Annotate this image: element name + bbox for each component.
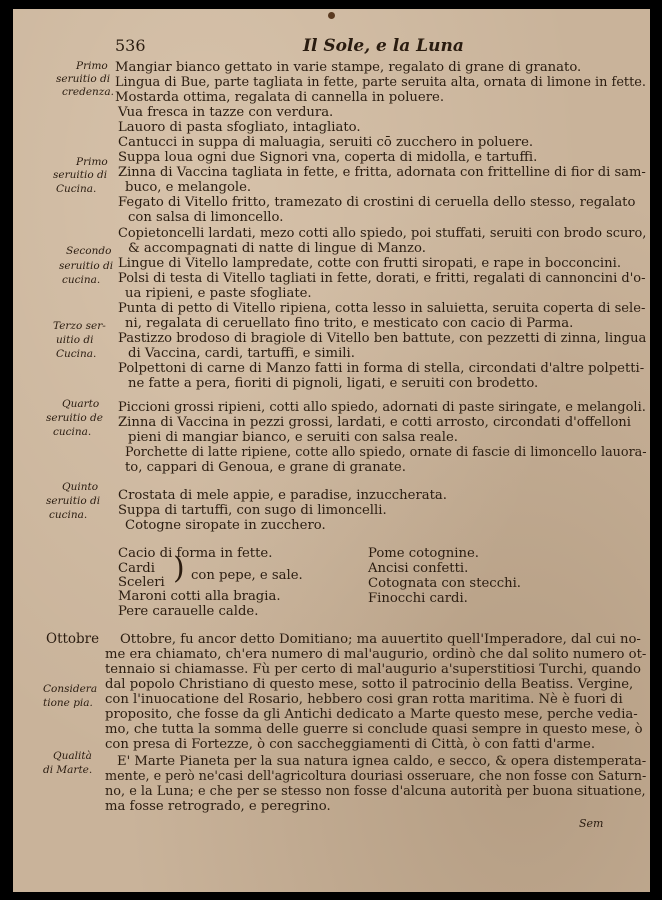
brace-glyph: ) bbox=[173, 551, 185, 586]
margin-note: Primo bbox=[76, 60, 108, 72]
menu-line: Lingue di Vitello lampredate, cotte con frutti siropati, e rape in bocconcini. bbox=[118, 256, 622, 271]
paragraph-line: con presa di Fortezze, ò con saccheggiamenti di Città, ò con fatti d'arme. bbox=[105, 737, 596, 752]
fruit-item: Cacio di forma in fette. bbox=[118, 546, 273, 561]
margin-note: Quinto bbox=[62, 481, 99, 493]
fruit-item: Ancisi confetti. bbox=[368, 561, 469, 576]
menu-line: Vua fresca in tazze con verdura. bbox=[118, 105, 334, 120]
margin-note: Quarto bbox=[62, 398, 100, 410]
menu-line: Suppa loua ogni due Signori vna, coperta di midolla, e tartuffi. bbox=[118, 150, 538, 165]
menu-line: Polpettoni di carne di Manzo fatti in forma di stella, circondati d'altre polpetti- bbox=[118, 361, 645, 376]
margin-note: seruitio di bbox=[46, 495, 101, 507]
paragraph-line: no, e la Luna; e che per se stesso non fosse d'alcuna autorità per buona situatione, bbox=[105, 784, 646, 799]
paragraph-line: E' Marte Pianeta per la sua natura ignea caldo, e secco, & opera distemperata- bbox=[117, 754, 647, 769]
menu-line: pieni di mangiar bianco, e seruiti con salsa reale. bbox=[128, 430, 458, 445]
margin-note-month: Ottobre bbox=[46, 631, 100, 647]
margin-note: credenza. bbox=[62, 86, 114, 98]
menu-line: & accompagnati di natte di lingue di Manzo. bbox=[128, 241, 426, 256]
menu-line: Crostata di mele appie, e paradise, inzuccherata. bbox=[118, 488, 447, 503]
margin-note: Terzo ser- bbox=[53, 320, 106, 332]
fruit-item: Pome cotognine. bbox=[368, 546, 479, 561]
menu-line: Copietoncelli lardati, mezo cotti allo spiedo, poi stuffati, seruiti con brodo scuro, bbox=[118, 226, 647, 241]
margin-note: Qualità bbox=[53, 750, 92, 762]
menu-line: Polsi di testa di Vitello tagliati in fette, dorati, e fritti, regalati di cannoncini d'o- bbox=[118, 271, 646, 286]
paragraph-line: ma fosse retrogrado, e peregrino. bbox=[105, 799, 331, 814]
fruit-item: Finocchi cardi. bbox=[368, 591, 468, 606]
menu-line: Piccioni grossi ripieni, cotti allo spiedo, adornati di paste siringate, e melangoli. bbox=[118, 400, 646, 415]
margin-note: Secondo bbox=[66, 245, 112, 257]
menu-line: Mostarda ottima, regalata di cannella in poluere. bbox=[115, 90, 445, 105]
menu-line: Pastizzo brodoso di bragiole di Vitello ben battute, con pezzetti di zinna, lingua bbox=[118, 331, 647, 346]
paragraph-line: proposito, che fosse da gli Antichi dedicato a Marte questo mese, perche vedia- bbox=[105, 707, 638, 722]
margin-note: uitio di bbox=[56, 334, 94, 346]
margin-note: Cucina. bbox=[56, 183, 97, 195]
menu-line: to, cappari di Genoua, e grane di granate. bbox=[125, 460, 406, 475]
margin-note: tione pia. bbox=[43, 697, 93, 709]
menu-line: Cantucci in suppa di maluagia, seruiti cō zucchero in poluere. bbox=[118, 135, 534, 150]
margin-note: cucina. bbox=[53, 426, 92, 438]
menu-line: Mangiar bianco gettato in varie stampe, regalato di grane di granato. bbox=[115, 60, 582, 75]
fruit-item: Cardi bbox=[118, 561, 155, 576]
margin-note: cucina. bbox=[49, 509, 88, 521]
fruit-item: Maroni cotti alla bragia. bbox=[118, 589, 281, 604]
menu-line: Zinna di Vaccina tagliata in fette, e fritta, adornata con frittelline di fior di sam- bbox=[118, 165, 646, 180]
menu-line: di Vaccina, cardi, tartuffi, e simili. bbox=[128, 346, 355, 361]
running-title: Il Sole, e la Luna bbox=[303, 36, 464, 56]
paragraph-line: tennaio si chiamasse. Fù per certo di mal'augurio a'superstitiosi Turchi, quando bbox=[105, 662, 641, 677]
margin-note: seruitio di bbox=[53, 169, 108, 181]
menu-line: ua ripieni, e paste sfogliate. bbox=[125, 286, 312, 301]
menu-line: Punta di petto di Vitello ripiena, cotta lesso in saluietta, seruita coperta di sele- bbox=[118, 301, 646, 316]
catchword: Sem bbox=[579, 817, 604, 830]
paragraph-line: mente, e però ne'casi dell'agricoltura douriasi osseruare, che non fosse con Saturn- bbox=[105, 769, 647, 784]
margin-note: seruitio de bbox=[46, 412, 103, 424]
menu-line: Lauoro di pasta sfogliato, intagliato. bbox=[118, 120, 361, 135]
margin-note: Considera bbox=[43, 683, 98, 695]
margin-note: cucina. bbox=[62, 274, 101, 286]
fruit-item: Cotognata con stecchi. bbox=[368, 576, 521, 591]
margin-note: Primo bbox=[76, 156, 108, 168]
margin-note: seruitio di bbox=[56, 73, 111, 85]
margin-note: seruitio di bbox=[59, 260, 114, 272]
menu-line: Cotogne siropate in zucchero. bbox=[125, 518, 326, 533]
menu-line: con salsa di limoncello. bbox=[128, 210, 284, 225]
paragraph-line: mo, che tutta la somma delle guerre si conclude quasi sempre in questo mese, ò bbox=[105, 722, 643, 737]
book-page bbox=[13, 9, 650, 892]
fruit-item: Pere carauelle calde. bbox=[118, 604, 259, 619]
fruit-item: Sceleri bbox=[118, 575, 165, 590]
fruit-brace-text: con pepe, e sale. bbox=[191, 568, 303, 583]
margin-note: di Marte. bbox=[43, 764, 93, 776]
paragraph-line: con l'inuocatione del Rosario, hebbero cosi gran rotta maritima. Nè è fuori di bbox=[105, 692, 623, 707]
paragraph-line: me era chiamato, ch'era numero di mal'augurio, ordinò che dal solito numero ot- bbox=[105, 647, 647, 662]
page-number: 536 bbox=[115, 36, 146, 55]
margin-note: Cucina. bbox=[56, 348, 97, 360]
menu-line: buco, e melangole. bbox=[125, 180, 252, 195]
menu-line: Fegato di Vitello fritto, tramezato di crostini di ceruella dello stesso, regalato bbox=[118, 195, 636, 210]
page-hole bbox=[328, 12, 335, 19]
menu-line: Zinna di Vaccina in pezzi grossi, lardati, e cotti arrosto, circondati d'offelloni bbox=[118, 415, 631, 430]
menu-line: Lingua di Bue, parte tagliata in fette, parte seruita alta, ornata di limone in fette. bbox=[115, 75, 646, 90]
paragraph-line: dal popolo Christiano di questo mese, sotto il patrocinio della Beatiss. Vergine, bbox=[105, 677, 634, 692]
paragraph-line: Ottobre, fu ancor detto Domitiano; ma auuertito quell'Imperadore, dal cui no- bbox=[120, 632, 641, 647]
menu-line: Porchette di latte ripiene, cotte allo spiedo, ornate di fascie di limoncello lauora- bbox=[125, 445, 647, 460]
menu-line: ne fatte a pera, fioriti di pignoli, ligati, e seruiti con brodetto. bbox=[128, 376, 539, 391]
menu-line: ni, regalata di ceruellato fino trito, e mesticato con cacio di Parma. bbox=[125, 316, 574, 331]
menu-line: Suppa di tartuffi, con sugo di limoncelli. bbox=[118, 503, 387, 518]
